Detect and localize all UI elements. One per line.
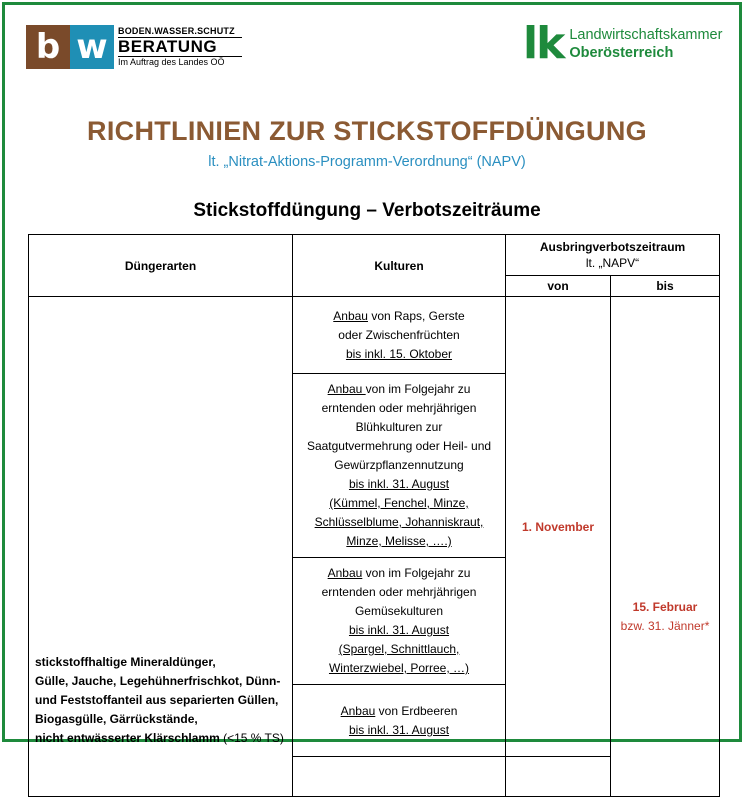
- kultur-anbau: Anbau: [327, 382, 366, 396]
- header-ausbring-title: Ausbringverbotszeitraum: [539, 240, 686, 254]
- kultur-line: Blühkulturen zur: [355, 420, 443, 434]
- kultur-raps-gerste: [293, 297, 506, 374]
- kultur-text: von im Folgejahr zu: [365, 382, 471, 396]
- von-cell: 1. November: [506, 297, 611, 757]
- page-subtitle: lt. „Nitrat-Aktions-Programm-Verordnung“ (NAPV): [208, 154, 526, 170]
- kultur-example: Winterzwiebel, Porree, …): [328, 661, 470, 675]
- kultur-line: [295, 380, 503, 399]
- bw-logo-b: b: [26, 25, 70, 69]
- header-kulturen: Kulturen: [293, 235, 506, 297]
- kultur-line: Saatgutvermehrung oder Heil- und: [306, 439, 492, 453]
- bis-date: 15. Februar: [632, 599, 698, 614]
- kultur-gemuese: [293, 558, 506, 685]
- bw-logo-w: w: [70, 25, 114, 69]
- kultur-line: Gewürzpflanzennutzung: [334, 458, 464, 472]
- kultur-line: [295, 564, 503, 583]
- duengerarten-line: [35, 729, 292, 748]
- lk-logo-line2: Oberösterreich: [569, 45, 674, 61]
- kultur-example: (Spargel, Schnittlauch,: [338, 642, 460, 656]
- bw-logo-line3: Im Auftrag des Landes OÖ: [118, 56, 242, 68]
- kultur-anbau: Anbau: [333, 308, 368, 323]
- duengerarten-klaerschlamm: nicht entwässerter Klärschlamm: [35, 731, 220, 745]
- bis-alt-date: bzw. 31. Jänner*: [620, 618, 710, 633]
- kultur-text: von Erdbeeren: [375, 703, 458, 718]
- header-ausbringverbotszeitraum: [506, 235, 720, 276]
- header-von: von: [506, 276, 611, 297]
- duengerarten-ts: (<15 % TS): [219, 731, 284, 745]
- duengerarten-line: Gülle, Jauche, Legehühnerfrischkot, Dünn-: [35, 674, 281, 688]
- kultur-text: von Raps, Gerste: [367, 308, 465, 323]
- kultur-anbau: Anbau: [340, 703, 376, 718]
- kultur-erdbeeren: [293, 685, 506, 757]
- kultur-line: [295, 702, 503, 721]
- kultur-line: [295, 307, 503, 326]
- header-bis: bis: [611, 276, 720, 297]
- duengerarten-cell: [29, 297, 293, 797]
- duengerarten-line: stickstoffhaltige Mineraldünger,: [35, 655, 216, 669]
- verbotszeitraeume-table: [28, 234, 720, 797]
- bw-logo-text: [118, 25, 242, 69]
- lk-logo: [523, 18, 723, 69]
- kultur-next-row: [293, 757, 506, 797]
- bis-cell: [611, 297, 720, 797]
- kultur-bluehkulturen: [293, 374, 506, 558]
- kultur-example: Schlüsselblume, Johanniskraut,: [314, 515, 484, 529]
- kultur-example: Minze, Melisse, ….): [346, 534, 452, 548]
- kultur-example: (Kümmel, Fenchel, Minze,: [329, 496, 469, 510]
- kultur-anbau: Anbau: [327, 566, 363, 580]
- kultur-text: von im Folgejahr zu: [362, 566, 471, 580]
- kultur-line: Gemüsekulturen: [354, 604, 444, 618]
- section-title: Stickstoffdüngung – Verbotszeiträume: [193, 200, 541, 221]
- lk-logo-mark: lk: [523, 18, 564, 69]
- lk-logo-line1: Landwirtschaftskammer: [569, 27, 723, 43]
- page-title: RICHTLINIEN ZUR STICKSTOFFDÜNGUNG: [87, 116, 647, 146]
- header-duengerarten: Düngerarten: [29, 235, 293, 297]
- bw-logo-line1: BODEN.WASSER.SCHUTZ: [118, 26, 242, 38]
- bw-logo-line2: BERATUNG: [118, 37, 218, 56]
- kultur-line: erntenden oder mehrjährigen: [321, 401, 477, 415]
- kultur-deadline: bis inkl. 31. August: [348, 722, 450, 737]
- kultur-line: oder Zwischenfrüchten: [338, 327, 460, 342]
- kultur-deadline: bis inkl. 31. August: [348, 623, 450, 637]
- duengerarten-line: Biogasgülle, Gärrückstände,: [35, 712, 198, 726]
- kultur-deadline: bis inkl. 31. August: [348, 477, 450, 491]
- header-ausbring-sub: lt. „NAPV“: [585, 256, 640, 270]
- duengerarten-line: und Feststoffanteil aus separierten Güllen,: [35, 693, 279, 707]
- von-next-row: [506, 757, 611, 797]
- bw-beratung-logo: [26, 25, 242, 69]
- kultur-line: erntenden oder mehrjährigen: [321, 585, 477, 599]
- kultur-deadline: bis inkl. 15. Oktober: [345, 346, 453, 361]
- lk-logo-text: [569, 26, 722, 62]
